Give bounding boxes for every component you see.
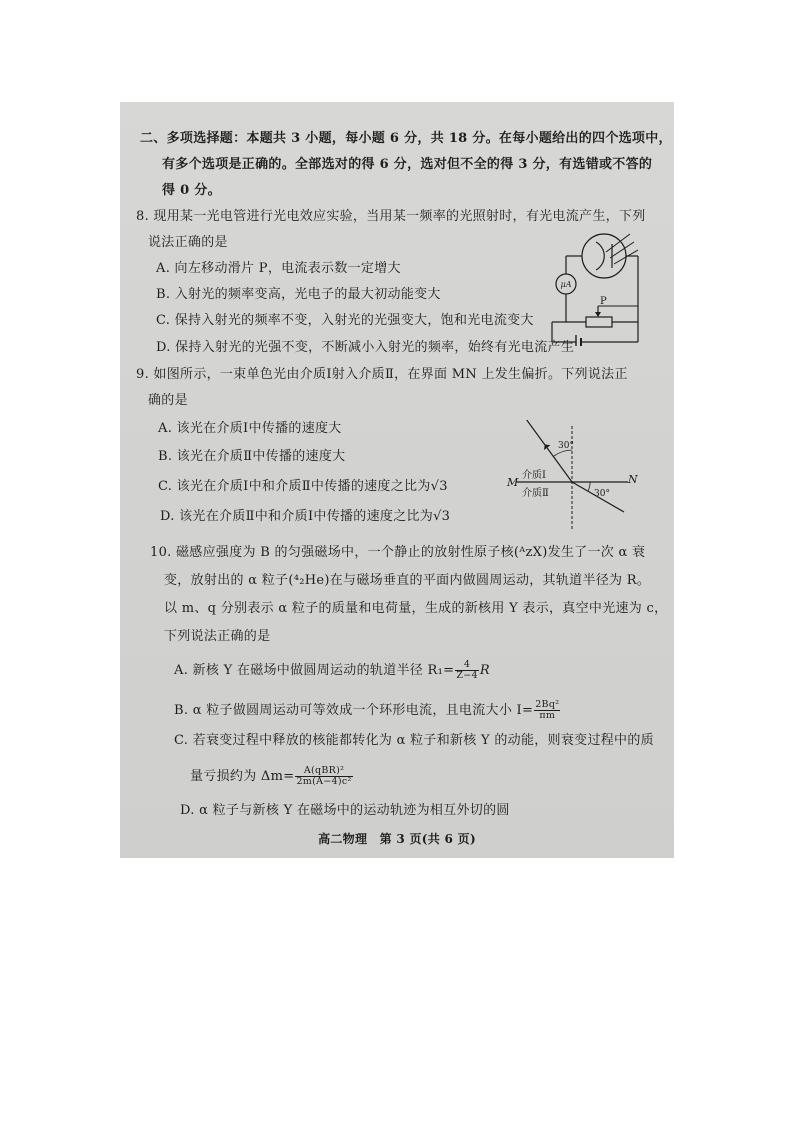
q10-option-b-text: B. α 粒子做圆周运动可等效成一个环形电流，且电流大小 I= bbox=[174, 703, 534, 718]
microammeter-label: μA bbox=[560, 280, 572, 289]
q10-option-c-line-2 bbox=[190, 766, 354, 787]
angle-incident-label: 30° bbox=[558, 441, 574, 451]
q10-option-c-fraction bbox=[295, 766, 352, 787]
q9-option-c: C. 该光在介质Ⅰ中和介质Ⅱ中传播的速度之比为√3 bbox=[158, 479, 448, 494]
q10-option-b-numerator: 2Bq² bbox=[535, 699, 560, 710]
photoelectric-circuit-diagram bbox=[538, 222, 658, 346]
refraction-diagram bbox=[502, 420, 642, 536]
q10-option-a-r: R bbox=[479, 663, 490, 678]
q10-option-b bbox=[174, 700, 561, 721]
label-n: N bbox=[628, 473, 638, 486]
q10-option-a-denominator: Z−4 bbox=[456, 670, 478, 681]
label-m: M bbox=[507, 476, 519, 489]
section-instruction-line-3: 得 0 分。 bbox=[162, 183, 221, 198]
q8-stem-line-1: 8. 现用某一光电管进行光电效应实验，当用某一频率的光照射时，有光电流产生，下列 bbox=[136, 209, 646, 224]
q10-option-c-text: 量亏损约为 Δm= bbox=[190, 769, 295, 784]
section-instruction-line-2: 有多个选项是正确的。全部选对的得 6 分，选对但不全的得 3 分，有选错或不答的 bbox=[162, 157, 653, 172]
q10-stem-line-4: 下列说法正确的是 bbox=[164, 629, 271, 644]
q8-stem-line-2: 说法正确的是 bbox=[148, 235, 228, 250]
q10-option-c-line-1: C. 若衰变过程中释放的核能都转化为 α 粒子和新核 Y 的动能，则衰变过程中的质 bbox=[174, 733, 654, 748]
q10-option-d: D. α 粒子与新核 Y 在磁场中的运动轨迹为相互外切的圆 bbox=[180, 803, 510, 818]
q10-option-a-fraction bbox=[455, 660, 479, 681]
q8-option-c: C. 保持入射光的频率不变，入射光的光强变大，饱和光电流变大 bbox=[156, 313, 534, 328]
q9-option-a: A. 该光在介质Ⅰ中传播的速度大 bbox=[158, 421, 342, 436]
q10-stem-line-3: 以 m、q 分别表示 α 粒子的质量和电荷量，生成的新核用 Y 表示，真空中光速为 c， bbox=[164, 601, 668, 616]
q10-option-b-fraction bbox=[534, 700, 560, 721]
q10-stem-line-1: 10. 磁感应强度为 B 的匀强磁场中，一个静止的放射性原子核(ᴬᴢX)发生了一次 α 衰 bbox=[150, 545, 646, 560]
section-instruction-line-1: 二、多项选择题：本题共 3 小题，每小题 6 分，共 18 分。在每小题给出的四个选项中， bbox=[140, 131, 672, 146]
q10-option-c-denominator: 2m(A−4)c² bbox=[296, 776, 352, 787]
q8-option-d: D. 保持入射光的光强不变，不断减小入射光的频率，始终有光电流产生 bbox=[156, 340, 575, 355]
medium-1-label: 介质Ⅰ bbox=[522, 470, 546, 481]
q10-option-a bbox=[174, 660, 490, 681]
q9-stem-line-2: 确的是 bbox=[148, 393, 188, 408]
q8-option-b: B. 入射光的频率变高，光电子的最大初动能变大 bbox=[156, 287, 441, 302]
q10-stem-line-2: 变，放射出的 α 粒子(⁴₂He)在与磁场垂直的平面内做圆周运动，其轨道半径为 R。 bbox=[164, 573, 651, 588]
q10-option-a-numerator: 4 bbox=[455, 660, 479, 671]
q10-option-a-text: A. 新核 Y 在磁场中做圆周运动的轨道半径 R₁= bbox=[174, 663, 455, 678]
q9-option-b: B. 该光在介质Ⅱ中传播的速度大 bbox=[158, 449, 346, 464]
q8-option-a: A. 向左移动滑片 P，电流表示数一定增大 bbox=[156, 261, 401, 276]
q10-option-b-denominator: πm bbox=[539, 710, 556, 721]
exam-page-photo bbox=[120, 102, 674, 858]
q9-option-d: D. 该光在介质Ⅱ中和介质Ⅰ中传播的速度之比为√3 bbox=[160, 509, 451, 524]
q10-option-c-numerator: A(qBR)² bbox=[295, 766, 352, 777]
medium-2-label: 介质Ⅱ bbox=[522, 488, 549, 499]
q9-stem-line-1: 9. 如图所示，一束单色光由介质Ⅰ射入介质Ⅱ，在界面 MN 上发生偏折。下列说法正 bbox=[136, 367, 628, 382]
angle-refracted-label: 30° bbox=[594, 489, 610, 499]
slider-label-p: P bbox=[600, 296, 607, 307]
page-footer: 高二物理 第 3 页(共 6 页) bbox=[318, 832, 476, 846]
